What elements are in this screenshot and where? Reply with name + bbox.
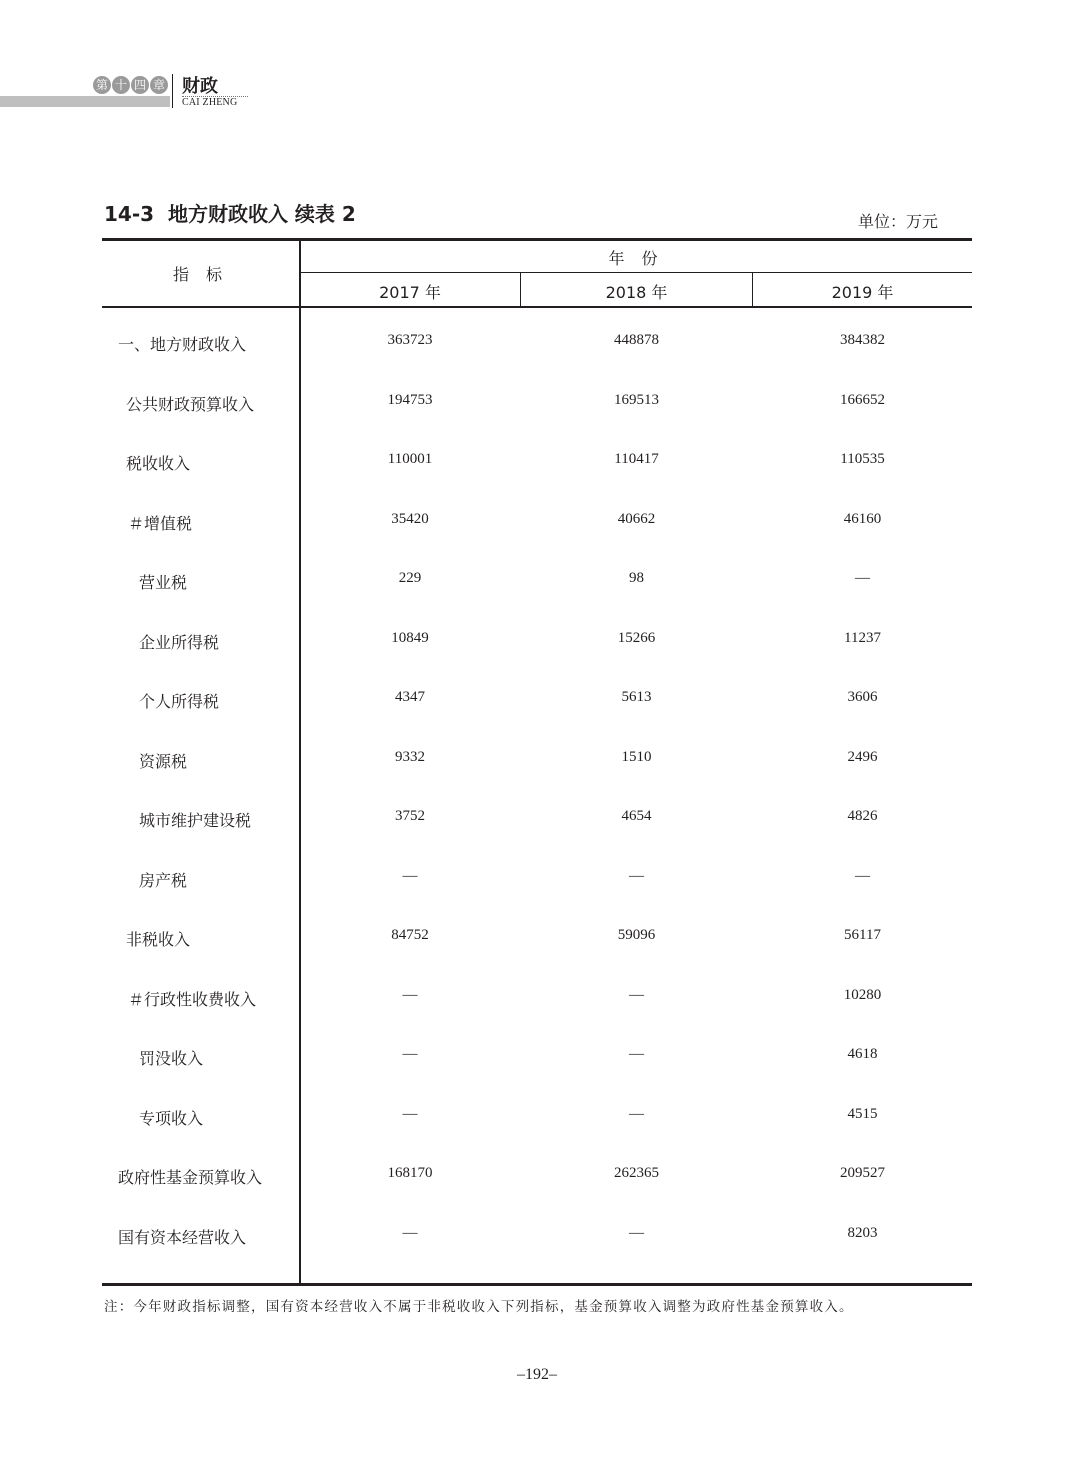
header-bottom-rule — [102, 306, 972, 308]
cell-value: 84752 — [391, 927, 429, 943]
year-header-rule — [300, 272, 972, 273]
cell-value: 11237 — [844, 630, 881, 646]
row-label: 个人所得税 — [139, 692, 220, 711]
cell-value: 384382 — [840, 332, 885, 348]
chapter-badge: 十 — [112, 76, 130, 94]
cell-value: 4654 — [621, 808, 652, 824]
cell-value: 4515 — [847, 1106, 878, 1122]
table-row — [102, 689, 972, 719]
cell-value: — — [402, 1106, 418, 1122]
row-label: 税收收入 — [126, 454, 191, 473]
table-footnote: 注：今年财政指标调整，国有资本经营收入不属于非税收收入下列指标，基金预算收入调整为政府性基金预算收入。 — [104, 1299, 854, 1315]
row-label: 公共财政预算收入 — [126, 395, 255, 414]
cell-value: — — [402, 1046, 418, 1062]
row-label: 企业所得税 — [139, 633, 220, 652]
cell-value: — — [629, 1225, 644, 1241]
row-label: ＃行政性收费收入 — [128, 990, 257, 1009]
cell-value: 448878 — [614, 332, 659, 348]
cell-value: 363723 — [387, 332, 433, 348]
chapter-subtitle: CAI ZHENG — [182, 97, 238, 108]
cell-value: 35420 — [391, 511, 429, 527]
cell-value: 262365 — [614, 1165, 659, 1181]
cell-value: 4347 — [395, 689, 425, 705]
cell-value: 9332 — [395, 749, 425, 765]
cell-value: 4826 — [847, 808, 878, 824]
table-row — [102, 392, 972, 422]
table-row — [102, 1046, 972, 1076]
cell-value: — — [402, 987, 418, 1003]
row-label: 城市维护建设税 — [139, 811, 252, 830]
header-divider — [172, 74, 173, 108]
cell-value: 3752 — [395, 808, 425, 824]
row-label: ＃增值税 — [128, 514, 193, 533]
table-row — [102, 451, 972, 481]
unit-label: 单位：万元 — [858, 212, 939, 231]
table-row — [102, 749, 972, 779]
year-group-header: 年 份 — [608, 249, 664, 268]
chapter-title: 财政 — [182, 76, 218, 97]
cell-value: 229 — [398, 570, 422, 586]
row-label: 一、地方财政收入 — [118, 335, 247, 354]
cell-value: — — [629, 868, 644, 884]
cell-value: 40662 — [617, 511, 656, 527]
cell-value: 110535 — [840, 451, 885, 467]
chapter-badge: 第 — [93, 76, 111, 94]
table-title: 14-3 地方财政收入 续表 2 — [104, 202, 356, 226]
cell-value: 59096 — [617, 927, 656, 943]
cell-value: — — [855, 570, 870, 586]
chapter-badge: 四 — [131, 76, 149, 94]
cell-value: — — [629, 1106, 644, 1122]
cell-value: 194753 — [387, 392, 433, 408]
year-header-2019: 2019 年 — [831, 283, 894, 302]
year-header-2018: 2018 年 — [605, 283, 668, 302]
cell-value: 2496 — [847, 749, 878, 765]
cell-value: 166652 — [840, 392, 885, 408]
cell-value: 3606 — [847, 689, 878, 705]
cell-value: 168170 — [387, 1165, 433, 1181]
cell-value: 5613 — [621, 689, 652, 705]
table-top-rule — [102, 238, 972, 241]
cell-value: — — [629, 987, 644, 1003]
row-label: 营业税 — [139, 573, 188, 592]
row-label: 政府性基金预算收入 — [118, 1168, 263, 1187]
cell-value: 8203 — [847, 1225, 878, 1241]
chapter-badge: 章 — [150, 76, 168, 94]
cell-value: — — [402, 868, 418, 884]
cell-value: — — [629, 1046, 644, 1062]
table-row — [102, 987, 972, 1017]
cell-value: 46160 — [843, 511, 882, 527]
cell-value: 110001 — [387, 451, 433, 467]
cell-value: 98 — [629, 570, 644, 586]
row-label: 专项收入 — [139, 1109, 204, 1128]
table-row — [102, 630, 972, 660]
row-label: 国有资本经营收入 — [118, 1228, 247, 1247]
cell-value: 10849 — [391, 630, 429, 646]
table-row — [102, 808, 972, 838]
header-gray-bar — [0, 96, 170, 107]
page-number: –192– — [517, 1366, 557, 1383]
table-bottom-rule — [102, 1283, 972, 1286]
row-label: 房产税 — [139, 871, 188, 890]
row-label: 罚没收入 — [139, 1049, 204, 1068]
row-label: 非税收入 — [126, 930, 191, 949]
table-row — [102, 1106, 972, 1136]
cell-value: 1510 — [621, 749, 652, 765]
row-label: 资源税 — [139, 752, 188, 771]
cell-value: 10280 — [843, 987, 882, 1003]
cell-value: — — [855, 868, 870, 884]
table-row — [102, 1225, 972, 1255]
chapter-badges — [93, 76, 168, 94]
stub-header: 指 标 — [172, 265, 229, 284]
cell-value: 15266 — [617, 630, 656, 646]
table-row — [102, 927, 972, 957]
table-row — [102, 332, 972, 362]
cell-value: 110417 — [614, 451, 659, 467]
cell-value: 4618 — [847, 1046, 878, 1062]
cell-value: — — [402, 1225, 418, 1241]
cell-value: 169513 — [614, 392, 659, 408]
table-row — [102, 570, 972, 600]
table-row — [102, 511, 972, 541]
cell-value: 56117 — [844, 927, 881, 943]
year-header-2017: 2017 年 — [379, 283, 441, 302]
table-row — [102, 1165, 972, 1195]
table-row — [102, 868, 972, 898]
cell-value: 209527 — [840, 1165, 885, 1181]
